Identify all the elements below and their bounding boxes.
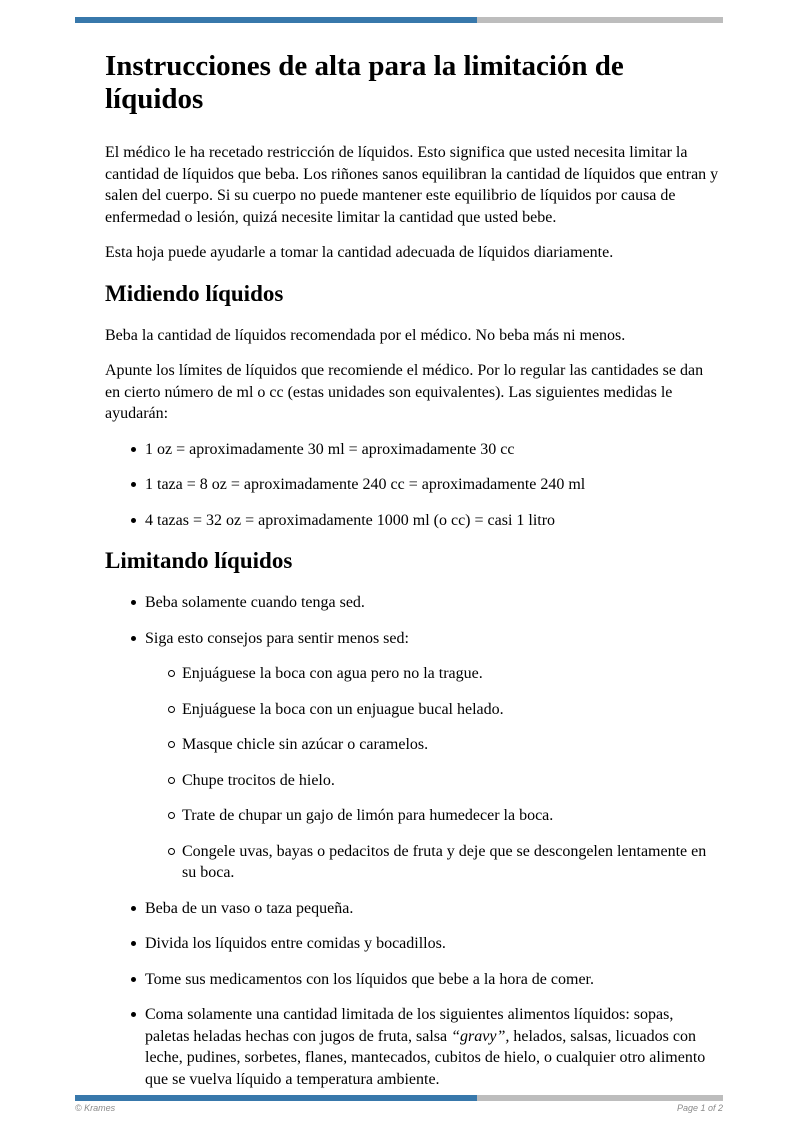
page-footer <box>75 1095 723 1113</box>
thirst-tips-list <box>145 663 721 884</box>
list-item-text: Siga esto consejos para sentir menos sed: <box>145 629 409 647</box>
list-item: 4 tazas = 32 oz = aproximadamente 1000 ml (o cc) = casi 1 litro <box>145 510 721 532</box>
measuring-paragraph-1: Beba la cantidad de líquidos recomendada por el médico. No beba más ni menos. <box>105 326 626 344</box>
list-item: Trate de chupar un gajo de limón para humedecer la boca. <box>182 805 721 827</box>
list-item-text: Coma solamente una cantidad limitada de los siguientes alimentos líquidos: sopas, paletas heladas hechas con jugos de fruta, salsa <box>145 1006 674 1045</box>
section-heading-limiting: Limitando líquidos <box>105 548 293 573</box>
list-item: Beba solamente cuando tenga sed. <box>145 592 721 614</box>
list-item: Enjuáguese la boca con agua pero no la trague. <box>182 663 721 685</box>
list-item-text: helados, salsas, licuados con leche, pudines, sorbetes, flanes, mantecados, cubitos de hielo, o cualquier otro alimento que se vuelva líquido a temperatura ambiente. <box>145 1027 706 1088</box>
page-number: Page 1 of 2 <box>676 1103 723 1113</box>
copyright-text: © Krames <box>75 1103 116 1113</box>
top-divider-gray-segment <box>477 17 723 23</box>
page-title: Instrucciones de alta para la limitación de líquidos <box>105 50 624 115</box>
measuring-paragraph-2: Apunte los límites de líquidos que recomiende el médico. Por lo regular las cantidades se dan en cierto número de ml o cc (estas unidades son equivalentes). Las siguientes medidas le ayudarán: <box>105 362 704 422</box>
list-item: Chupe trocitos de hielo. <box>182 770 721 792</box>
section-heading-measuring: Midiendo líquidos <box>105 280 284 306</box>
top-divider-bar <box>75 17 723 23</box>
list-item <box>145 1004 721 1090</box>
list-item: Masque chicle sin azúcar o caramelos. <box>182 734 721 756</box>
footer-divider-gray-segment <box>477 1095 723 1101</box>
list-item: 1 taza = 8 oz = aproximadamente 240 cc = aproximadamente 240 ml <box>145 474 721 496</box>
measuring-list <box>105 439 721 532</box>
list-item: Congele uvas, bayas o pedacitos de fruta y deje que se descongelen lentamente en su boca. <box>182 841 721 884</box>
top-divider-blue-segment <box>75 17 477 23</box>
list-item: Beba de un vaso o taza pequeña. <box>145 898 721 920</box>
list-item: 1 oz = aproximadamente 30 ml = aproximadamente 30 cc <box>145 439 721 461</box>
footer-divider-blue-segment <box>75 1095 477 1101</box>
list-item-italic-text: “gravy”, <box>451 1027 510 1045</box>
list-item <box>145 628 721 884</box>
list-item: Divida los líquidos entre comidas y bocadillos. <box>145 933 721 955</box>
intro-paragraph-2: Esta hoja puede ayudarle a tomar la cantidad adecuada de líquidos diariamente. <box>105 244 614 261</box>
list-item: Enjuáguese la boca con un enjuague bucal helado. <box>182 699 721 721</box>
footer-text-row <box>75 1103 723 1113</box>
list-item: Tome sus medicamentos con los líquidos que bebe a la hora de comer. <box>145 969 721 991</box>
limiting-list <box>105 592 721 1090</box>
footer-divider-bar <box>75 1095 723 1101</box>
intro-paragraph-1: El médico le ha recetado restricción de líquidos. Esto significa que usted necesita limitar la cantidad de líquidos que beba. Los riñones sanos equilibran la cantidad de líquidos que entran y salen del cuerpo. Si su cuerpo no puede mantener este equilibrio de líquidos por causa de enfermedad o lesión, quizá necesite limitar la cantidad que usted bebe. <box>105 144 719 226</box>
document-content <box>105 50 721 1104</box>
